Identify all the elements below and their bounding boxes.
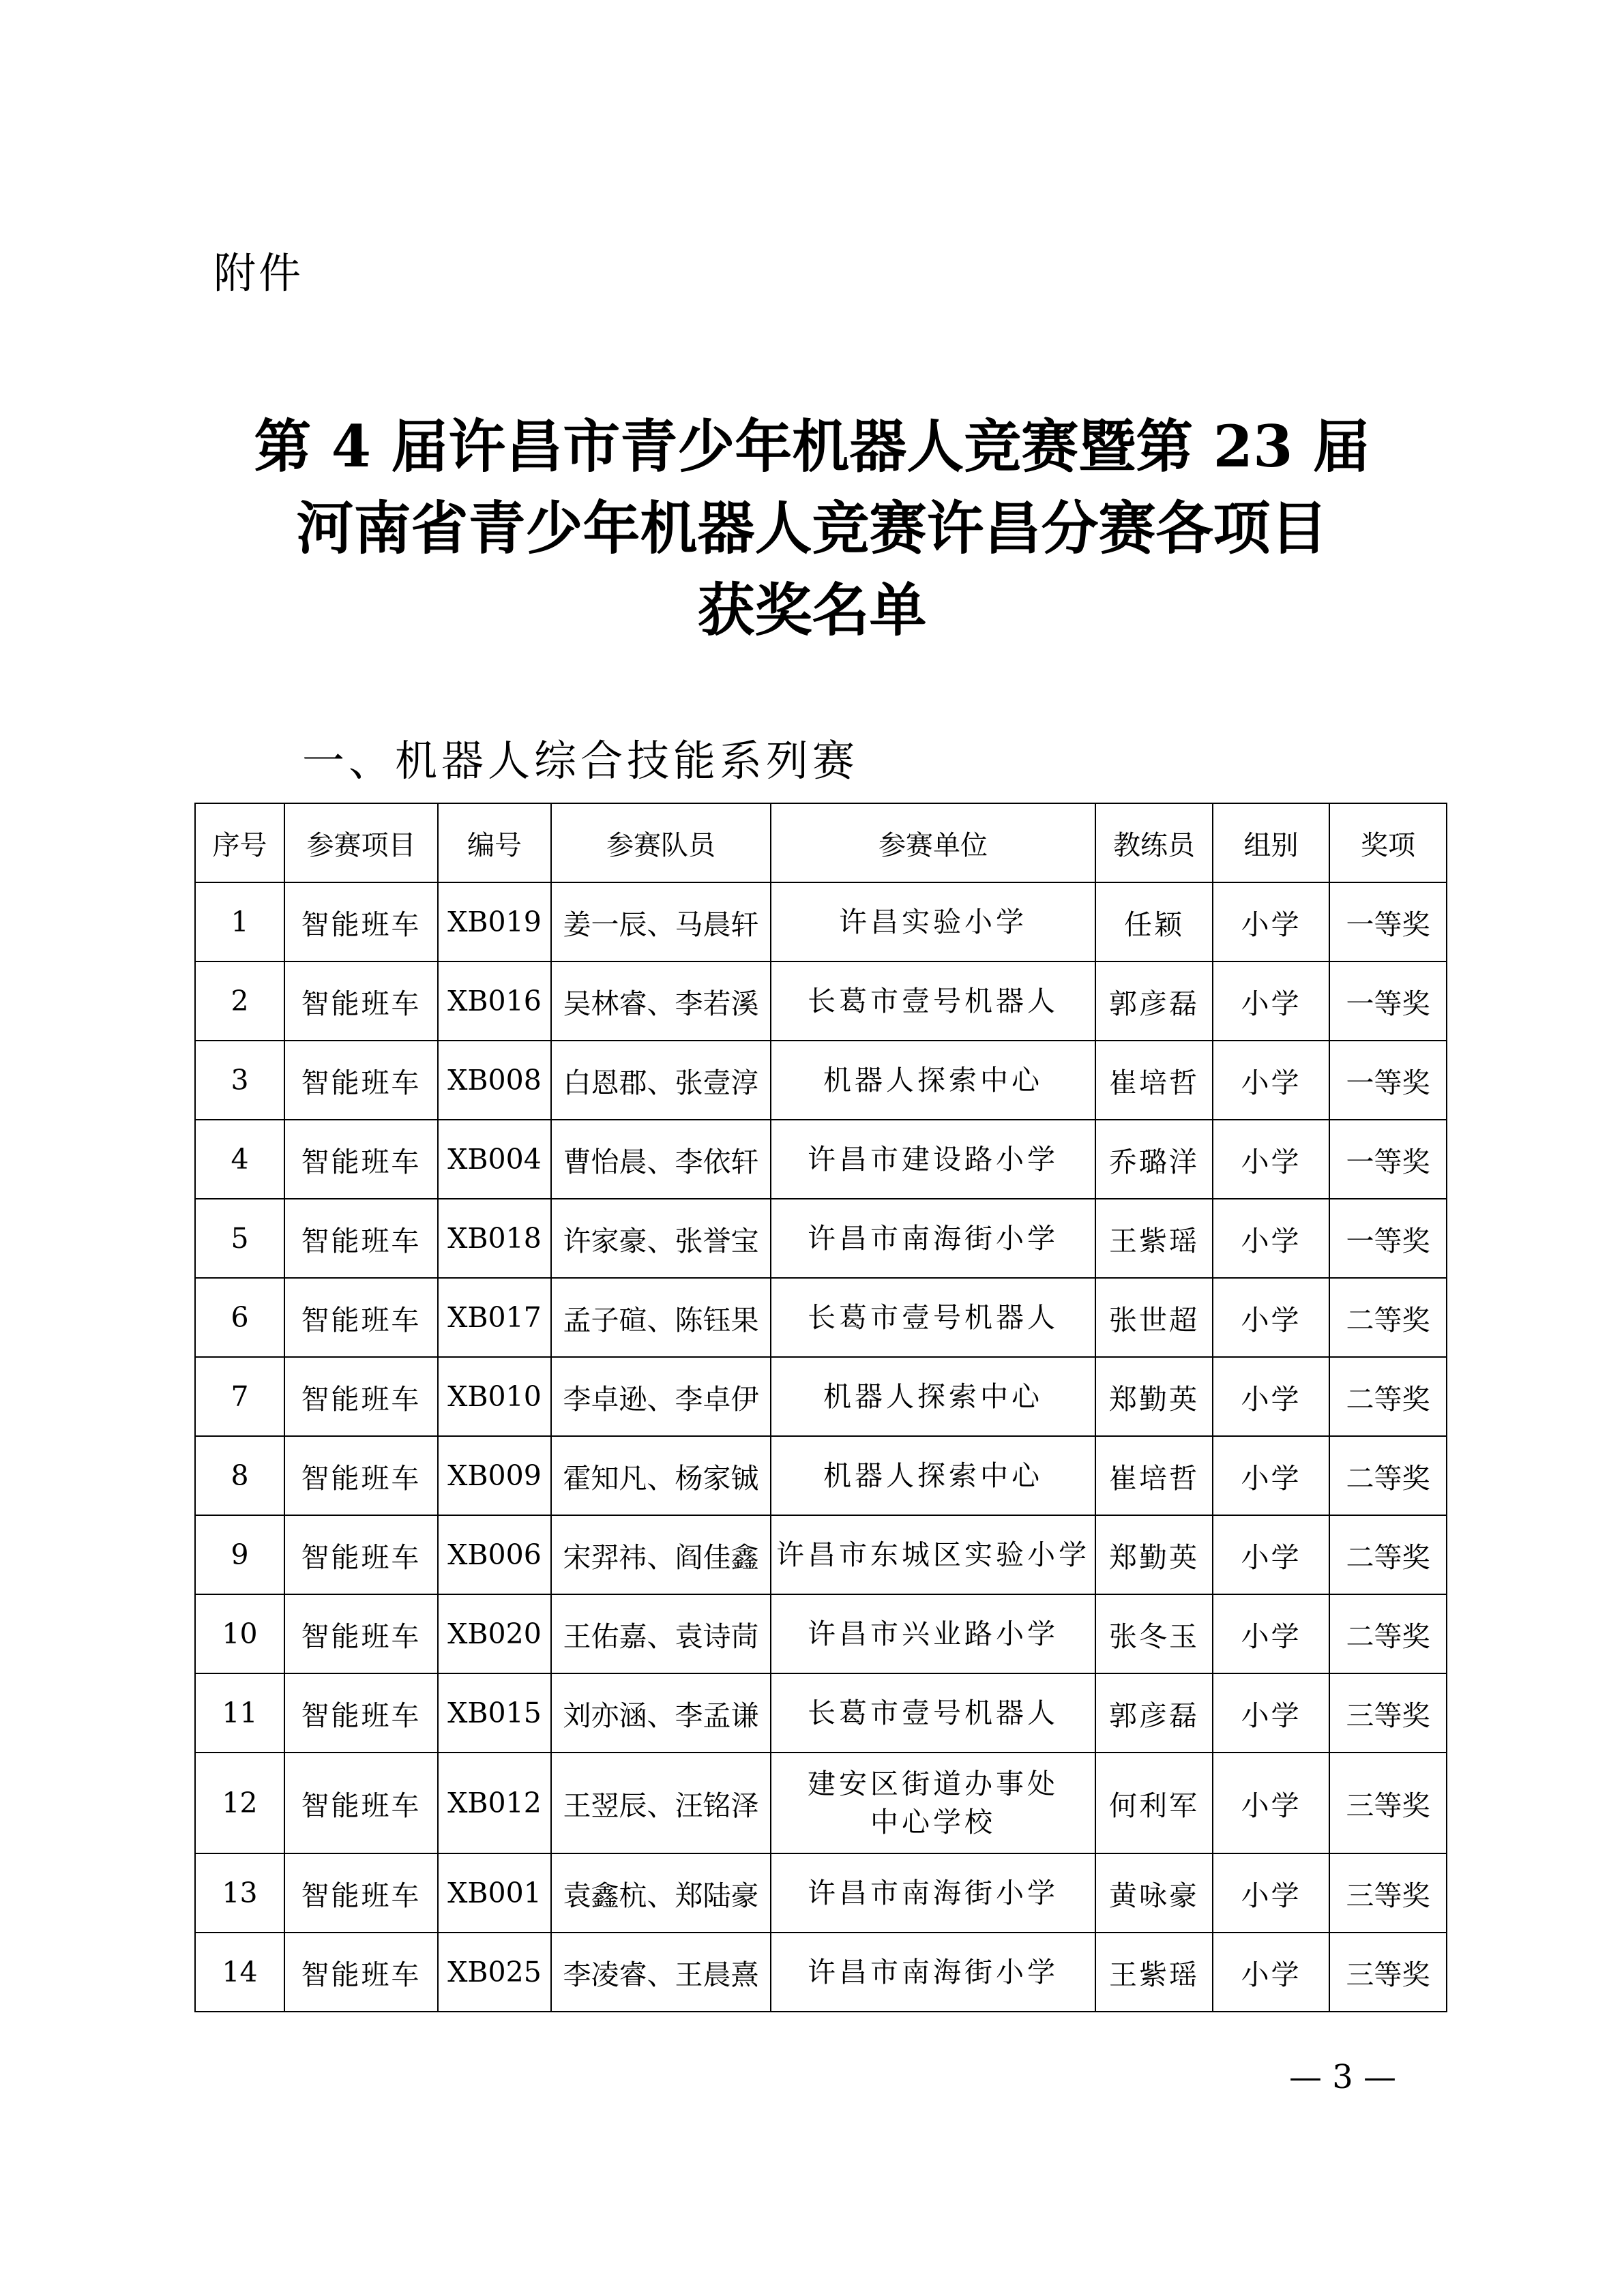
cell-number: 10	[195, 1594, 284, 1673]
cell-members: 宋羿祎、阎佳鑫	[551, 1515, 771, 1594]
cell-code: XB008	[438, 1041, 551, 1120]
cell-coach: 崔培哲	[1095, 1041, 1213, 1120]
cell-group: 小学	[1213, 1673, 1329, 1753]
cell-code: XB020	[438, 1594, 551, 1673]
table-row	[195, 1120, 1447, 1199]
cell-number: 2	[195, 961, 284, 1041]
cell-group: 小学	[1213, 1278, 1329, 1357]
title-line-1: 第 4 届许昌市青少年机器人竞赛暨第 23 届	[254, 413, 1370, 480]
cell-group: 小学	[1213, 1199, 1329, 1278]
header-cell: 编号	[438, 803, 551, 882]
cell-code: XB025	[438, 1933, 551, 2012]
cell-project: 智能班车	[284, 1933, 438, 2012]
cell-number: 14	[195, 1933, 284, 2012]
cell-project: 智能班车	[284, 961, 438, 1041]
table-row	[195, 961, 1447, 1041]
cell-members: 姜一辰、马晨轩	[551, 882, 771, 961]
cell-coach: 乔璐洋	[1095, 1120, 1213, 1199]
cell-unit	[771, 1594, 1095, 1673]
cell-code: XB019	[438, 882, 551, 961]
cell-code: XB010	[438, 1357, 551, 1436]
cell-coach: 王紫瑶	[1095, 1933, 1213, 2012]
cell-number: 7	[195, 1357, 284, 1436]
cell-project: 智能班车	[284, 1041, 438, 1120]
title-line-2: 河南省青少年机器人竞赛许昌分赛各项目	[296, 494, 1328, 562]
cell-members: 李凌睿、王晨熹	[551, 1933, 771, 2012]
unit-line: 许昌市建设路小学	[808, 1143, 1059, 1176]
table-row	[195, 1199, 1447, 1278]
section-heading: 一、机器人综合技能系列赛	[302, 736, 859, 786]
unit-line: 机器人探索中心	[823, 1380, 1043, 1413]
cell-project: 智能班车	[284, 1278, 438, 1357]
cell-members: 吴林睿、李若溪	[551, 961, 771, 1041]
cell-award: 二等奖	[1329, 1278, 1447, 1357]
header-cell: 参赛单位	[771, 803, 1095, 882]
cell-number: 8	[195, 1436, 284, 1515]
cell-number: 11	[195, 1673, 284, 1753]
cell-coach: 黄咏豪	[1095, 1853, 1213, 1933]
cell-members: 刘亦涵、李孟谦	[551, 1673, 771, 1753]
cell-code: XB004	[438, 1120, 551, 1199]
table-row	[195, 1041, 1447, 1120]
cell-code: XB018	[438, 1199, 551, 1278]
cell-award: 一等奖	[1329, 961, 1447, 1041]
cell-coach: 张世超	[1095, 1278, 1213, 1357]
unit-line: 许昌市兴业路小学	[808, 1617, 1059, 1650]
cell-number: 3	[195, 1041, 284, 1120]
cell-coach: 任颖	[1095, 882, 1213, 961]
unit-line: 许昌市南海街小学	[808, 1877, 1059, 1909]
cell-project: 智能班车	[284, 1673, 438, 1753]
awards-table	[194, 803, 1447, 2012]
cell-unit	[771, 1278, 1095, 1357]
header-cell: 参赛队员	[551, 803, 771, 882]
unit-line: 许昌市南海街小学	[808, 1956, 1059, 1988]
cell-project: 智能班车	[284, 1594, 438, 1673]
unit-line: 机器人探索中心	[823, 1064, 1043, 1097]
cell-code: XB012	[438, 1753, 551, 1853]
table-row	[195, 1853, 1447, 1933]
cell-members: 孟子碹、陈钰果	[551, 1278, 771, 1357]
cell-project: 智能班车	[284, 1120, 438, 1199]
cell-unit	[771, 882, 1095, 961]
table-body	[195, 882, 1447, 2012]
unit-line: 长葛市壹号机器人	[808, 985, 1059, 1017]
table-row	[195, 1673, 1447, 1753]
page-number: — 3 —	[1289, 2058, 1397, 2096]
cell-award: 一等奖	[1329, 1199, 1447, 1278]
cell-group: 小学	[1213, 1594, 1329, 1673]
unit-line: 建安区街道办事处	[808, 1768, 1059, 1800]
table-row	[195, 1933, 1447, 2012]
cell-number: 1	[195, 882, 284, 961]
unit-line: 机器人探索中心	[823, 1459, 1043, 1492]
cell-unit	[771, 961, 1095, 1041]
table-row	[195, 1278, 1447, 1357]
unit-line: 许昌市南海街小学	[808, 1222, 1059, 1255]
cell-award: 一等奖	[1329, 882, 1447, 961]
cell-unit	[771, 1041, 1095, 1120]
cell-award: 三等奖	[1329, 1753, 1447, 1853]
cell-number: 4	[195, 1120, 284, 1199]
table-header-row	[195, 803, 1447, 882]
cell-unit	[771, 1853, 1095, 1933]
cell-coach: 郑勤英	[1095, 1357, 1213, 1436]
header-cell: 参赛项目	[284, 803, 438, 882]
cell-project: 智能班车	[284, 1199, 438, 1278]
cell-number: 6	[195, 1278, 284, 1357]
table-row	[195, 1357, 1447, 1436]
cell-members: 白恩郡、张壹淳	[551, 1041, 771, 1120]
cell-award: 一等奖	[1329, 1120, 1447, 1199]
cell-group: 小学	[1213, 1853, 1329, 1933]
cell-unit	[771, 1199, 1095, 1278]
cell-project: 智能班车	[284, 1357, 438, 1436]
cell-number: 9	[195, 1515, 284, 1594]
cell-code: XB009	[438, 1436, 551, 1515]
cell-coach: 张冬玉	[1095, 1594, 1213, 1673]
cell-coach: 王紫瑶	[1095, 1199, 1213, 1278]
cell-project: 智能班车	[284, 1436, 438, 1515]
cell-group: 小学	[1213, 961, 1329, 1041]
table-row	[195, 1753, 1447, 1853]
unit-line: 许昌实验小学	[839, 906, 1027, 938]
unit-line: 长葛市壹号机器人	[808, 1697, 1059, 1729]
cell-coach: 何利军	[1095, 1753, 1213, 1853]
cell-project: 智能班车	[284, 1515, 438, 1594]
cell-award: 三等奖	[1329, 1853, 1447, 1933]
cell-code: XB015	[438, 1673, 551, 1753]
cell-members: 王翌辰、汪铭泽	[551, 1753, 771, 1853]
cell-members: 李卓逊、李卓伊	[551, 1357, 771, 1436]
cell-unit	[771, 1753, 1095, 1853]
cell-award: 三等奖	[1329, 1933, 1447, 2012]
cell-code: XB006	[438, 1515, 551, 1594]
cell-members: 曹怡晨、李依轩	[551, 1120, 771, 1199]
cell-coach: 郑勤英	[1095, 1515, 1213, 1594]
cell-code: XB001	[438, 1853, 551, 1933]
table-row	[195, 1594, 1447, 1673]
header-cell: 组别	[1213, 803, 1329, 882]
cell-coach: 郭彦磊	[1095, 1673, 1213, 1753]
cell-unit	[771, 1120, 1095, 1199]
header-cell: 序号	[195, 803, 284, 882]
table-row	[195, 1436, 1447, 1515]
cell-number: 5	[195, 1199, 284, 1278]
header-cell: 奖项	[1329, 803, 1447, 882]
cell-number: 13	[195, 1853, 284, 1933]
header-cell: 教练员	[1095, 803, 1213, 882]
cell-award: 二等奖	[1329, 1515, 1447, 1594]
document-title	[0, 406, 1624, 651]
cell-coach: 郭彦磊	[1095, 961, 1213, 1041]
cell-award: 一等奖	[1329, 1041, 1447, 1120]
cell-coach: 崔培哲	[1095, 1436, 1213, 1515]
cell-award: 二等奖	[1329, 1594, 1447, 1673]
cell-award: 二等奖	[1329, 1357, 1447, 1436]
cell-code: XB017	[438, 1278, 551, 1357]
cell-members: 许家豪、张誉宝	[551, 1199, 771, 1278]
cell-code: XB016	[438, 961, 551, 1041]
table-row	[195, 882, 1447, 961]
cell-group: 小学	[1213, 1436, 1329, 1515]
cell-project: 智能班车	[284, 1753, 438, 1853]
unit-line: 长葛市壹号机器人	[808, 1301, 1059, 1334]
cell-group: 小学	[1213, 1357, 1329, 1436]
cell-unit	[771, 1357, 1095, 1436]
cell-number: 12	[195, 1753, 284, 1853]
cell-members: 袁鑫杭、郑陆豪	[551, 1853, 771, 1933]
unit-line: 中心学校	[870, 1806, 996, 1838]
cell-group: 小学	[1213, 1753, 1329, 1853]
cell-project: 智能班车	[284, 882, 438, 961]
cell-unit	[771, 1673, 1095, 1753]
cell-award: 三等奖	[1329, 1673, 1447, 1753]
cell-group: 小学	[1213, 1120, 1329, 1199]
cell-award: 二等奖	[1329, 1436, 1447, 1515]
cell-group: 小学	[1213, 1041, 1329, 1120]
cell-members: 霍知凡、杨家铖	[551, 1436, 771, 1515]
unit-line: 许昌市东城区实验小学	[776, 1538, 1090, 1571]
cell-unit	[771, 1436, 1095, 1515]
cell-unit	[771, 1515, 1095, 1594]
cell-unit	[771, 1933, 1095, 2012]
title-line-3: 获奖名单	[697, 576, 927, 644]
cell-group: 小学	[1213, 1933, 1329, 2012]
cell-members: 王佑嘉、袁诗茼	[551, 1594, 771, 1673]
cell-project: 智能班车	[284, 1853, 438, 1933]
cell-group: 小学	[1213, 882, 1329, 961]
attachment-label: 附件	[213, 248, 304, 298]
table-row	[195, 1515, 1447, 1594]
cell-group: 小学	[1213, 1515, 1329, 1594]
